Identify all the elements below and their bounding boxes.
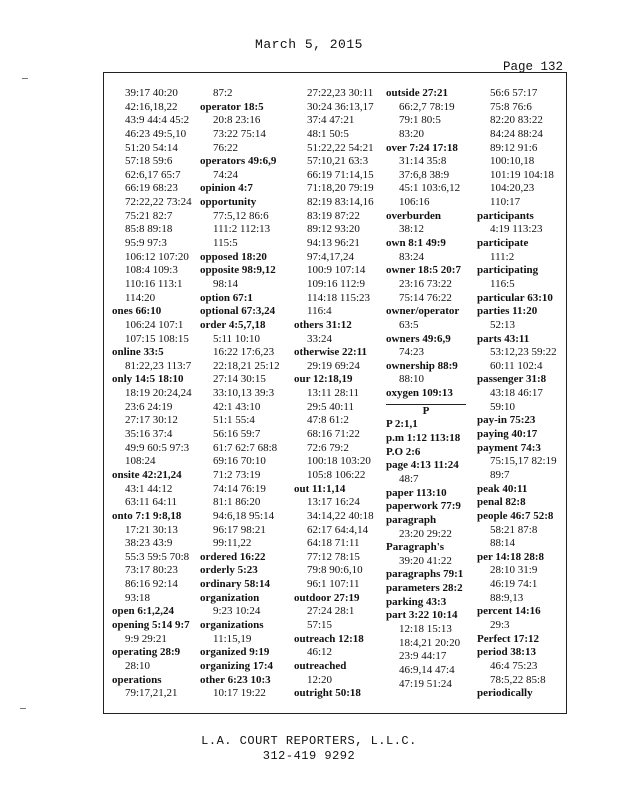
index-reference: 73:17 80:23 bbox=[125, 564, 178, 577]
index-term: option 67:1 bbox=[200, 291, 253, 304]
index-term: operations bbox=[112, 673, 162, 686]
index-reference: 83:24 bbox=[399, 250, 425, 263]
index-reference: 108:4 109:3 bbox=[125, 264, 178, 277]
index-term: organizing 17:4 bbox=[200, 659, 274, 672]
index-term: per 14:18 28:8 bbox=[477, 550, 545, 563]
index-reference: 29:5 40:11 bbox=[307, 400, 354, 413]
index-reference: 57:15 bbox=[307, 618, 333, 631]
index-reference: 33:10,13 39:3 bbox=[213, 387, 275, 400]
index-term: penal 82:8 bbox=[477, 496, 526, 509]
index-reference: 62:6,17 65:7 bbox=[125, 168, 181, 181]
index-reference: 12:18 15:13 bbox=[399, 622, 452, 635]
index-reference: 43:9 44:4 45:2 bbox=[125, 114, 190, 127]
index-reference: 9:9 29:21 bbox=[125, 632, 167, 645]
index-term: open 6:1,2,24 bbox=[112, 605, 175, 618]
reporter-name: L.A. COURT REPORTERS, L.L.C. bbox=[201, 734, 417, 748]
index-reference: 88:10 bbox=[399, 373, 425, 386]
index-reference: 77:12 78:15 bbox=[307, 550, 360, 563]
index-reference: 106:12 107:20 bbox=[125, 250, 189, 263]
index-reference: 46:9,14 47:4 bbox=[399, 663, 455, 676]
scan-mark bbox=[20, 708, 26, 709]
index-reference: 74:14 76:19 bbox=[213, 482, 266, 495]
index-term: order 4:5,7,18 bbox=[200, 318, 266, 331]
index-term: our 12:18,19 bbox=[294, 373, 353, 386]
index-term: optional 67:3,24 bbox=[200, 305, 276, 318]
index-reference: 39:17 40:20 bbox=[125, 87, 178, 99]
index-reference: 100:9 107:14 bbox=[307, 264, 366, 277]
index-term: particular 63:10 bbox=[477, 291, 553, 304]
index-reference: 71:18,20 79:19 bbox=[307, 182, 374, 195]
index-reference: 66:2,7 78:19 bbox=[399, 100, 455, 113]
index-reference: 60:11 102:4 bbox=[490, 359, 543, 372]
index-reference: 23:16 73:22 bbox=[399, 277, 452, 290]
index-reference: 29:3 bbox=[490, 618, 510, 631]
index-reference: 57:18 59:6 bbox=[125, 155, 173, 168]
index-reference: 27:17 30:12 bbox=[125, 414, 178, 427]
index-term: opinion 4:7 bbox=[200, 182, 253, 195]
index-term: parts 43:11 bbox=[477, 332, 530, 345]
index-term: opening 5:14 9:7 bbox=[112, 618, 190, 631]
index-reference: 27:24 28:1 bbox=[307, 605, 355, 618]
index-column-1 bbox=[112, 87, 200, 701]
index-reference: 116:5 bbox=[490, 277, 515, 290]
index-reference: 79:1 80:5 bbox=[399, 114, 441, 127]
scan-mark bbox=[22, 78, 28, 79]
index-reference: 18:19 20:24,24 bbox=[125, 387, 192, 400]
index-reference: 81:1 86:20 bbox=[213, 496, 261, 509]
index-reference: 63:5 bbox=[399, 318, 419, 331]
index-term: owner/operator bbox=[386, 305, 460, 318]
index-reference: 82:20 83:22 bbox=[490, 114, 543, 127]
index-term: paragraph bbox=[386, 513, 437, 526]
index-term: own 8:1 49:9 bbox=[386, 237, 446, 250]
index-reference: 76:22 bbox=[213, 141, 239, 154]
index-reference: 47:8 61:2 bbox=[307, 414, 349, 427]
index-term: online 33:5 bbox=[112, 346, 164, 359]
index-term: out 11:1,14 bbox=[294, 482, 346, 495]
index-reference: 45:1 103:6,12 bbox=[399, 182, 461, 195]
index-column-3 bbox=[294, 87, 382, 701]
page-number: Page 132 bbox=[503, 60, 564, 74]
index-reference: 75:21 82:7 bbox=[125, 209, 173, 222]
index-reference: 38:12 bbox=[399, 223, 425, 236]
index-term: other 6:23 10:3 bbox=[200, 673, 271, 686]
index-term: orderly 5:23 bbox=[200, 564, 258, 577]
index-term: paragraphs 79:1 bbox=[386, 568, 464, 581]
index-reference: 51:22,22 54:21 bbox=[307, 141, 374, 154]
index-term: operators 49:6,9 bbox=[200, 155, 277, 168]
index-reference: 83:19 87:22 bbox=[307, 209, 360, 222]
index-reference: 110:16 113:1 bbox=[125, 277, 183, 290]
index-reference: 84:24 88:24 bbox=[490, 127, 543, 140]
index-reference: 9:23 10:24 bbox=[213, 605, 261, 618]
index-reference: 116:4 bbox=[307, 305, 332, 318]
index-reference: 96:1 107:11 bbox=[307, 578, 360, 591]
index-reference: 28:10 31:9 bbox=[490, 564, 538, 577]
index-reference: 82:19 83:14,16 bbox=[307, 196, 374, 209]
index-column-5 bbox=[477, 87, 565, 701]
index-reference: 43:1 44:12 bbox=[125, 482, 173, 495]
index-reference: 34:14,22 40:18 bbox=[307, 509, 374, 522]
index-term: Paragraph's bbox=[386, 541, 445, 554]
index-reference: 33:24 bbox=[307, 332, 333, 345]
transcript-date: March 5, 2015 bbox=[255, 37, 363, 52]
index-term: oxygen 109:13 bbox=[386, 387, 453, 400]
index-term: periodically bbox=[477, 687, 533, 700]
index-reference: 101:19 104:18 bbox=[490, 168, 554, 181]
index-reference: 47:19 51:24 bbox=[399, 677, 452, 690]
index-reference: 49:9 60:5 97:3 bbox=[125, 441, 190, 454]
index-reference: 88:9,13 bbox=[490, 591, 524, 604]
index-reference: 106:16 bbox=[399, 196, 430, 209]
index-term: percent 14:16 bbox=[477, 605, 541, 618]
index-column-4 bbox=[386, 87, 474, 691]
index-reference: 29:19 69:24 bbox=[307, 359, 360, 372]
index-reference: 48:1 50:5 bbox=[307, 127, 349, 140]
index-reference: 75:14 76:22 bbox=[399, 291, 452, 304]
index-term: overburden bbox=[386, 209, 441, 222]
index-reference: 81:22,23 113:7 bbox=[125, 359, 192, 372]
index-reference: 96:17 98:21 bbox=[213, 523, 266, 536]
index-term: opportunity bbox=[200, 196, 257, 209]
index-term: page 4:13 11:24 bbox=[386, 459, 459, 472]
index-reference: 94:13 96:21 bbox=[307, 237, 360, 250]
index-reference: 95:9 97:3 bbox=[125, 237, 167, 250]
index-reference: 89:12 91:6 bbox=[490, 141, 538, 154]
index-reference: 73:22 75:14 bbox=[213, 127, 266, 140]
index-reference: 106:24 107:1 bbox=[125, 318, 184, 331]
index-reference: 31:14 35:8 bbox=[399, 155, 447, 168]
index-reference: 39:20 41:22 bbox=[399, 554, 452, 567]
index-term: parking 43:3 bbox=[386, 595, 447, 608]
index-term: outright 50:18 bbox=[294, 687, 361, 700]
index-reference: 63:11 64:11 bbox=[125, 496, 178, 509]
index-term: opposite 98:9,12 bbox=[200, 264, 276, 277]
index-reference: 88:14 bbox=[490, 537, 516, 550]
index-reference: 58:21 87:8 bbox=[490, 523, 538, 536]
index-term: operator 18:5 bbox=[200, 100, 264, 113]
index-reference: 46:19 74:1 bbox=[490, 578, 538, 591]
index-term: ordinary 58:14 bbox=[200, 578, 270, 591]
index-reference: 62:17 64:4,14 bbox=[307, 523, 369, 536]
index-term: participate bbox=[477, 237, 529, 250]
index-reference: 85:8 89:18 bbox=[125, 223, 173, 236]
index-reference: 37:6,8 38:9 bbox=[399, 168, 450, 181]
index-reference: 51:20 54:14 bbox=[125, 141, 178, 154]
index-term: operating 28:9 bbox=[112, 646, 181, 659]
index-reference: 89:12 93:20 bbox=[307, 223, 360, 236]
index-reference: 23:9 44:17 bbox=[399, 650, 447, 663]
index-reference: 56:16 59:7 bbox=[213, 428, 261, 441]
reporter-phone: 312-419 9292 bbox=[262, 749, 356, 763]
index-term: passenger 31:8 bbox=[477, 373, 547, 386]
index-reference: 16:22 17:6,23 bbox=[213, 346, 275, 359]
index-term: P 2:1,1 bbox=[386, 418, 418, 431]
index-reference: 55:3 59:5 70:8 bbox=[125, 550, 190, 563]
index-reference: 27:14 30:15 bbox=[213, 373, 266, 386]
index-reference: 78:5,22 85:8 bbox=[490, 673, 546, 686]
index-reference: 110:17 bbox=[490, 196, 521, 209]
index-term: otherwise 22:11 bbox=[294, 346, 368, 359]
index-reference: 79:17,21,21 bbox=[125, 687, 178, 700]
index-reference: 105:8 106:22 bbox=[307, 468, 366, 481]
index-reference: 100:18 103:20 bbox=[307, 455, 371, 468]
index-reference: 66:19 68:23 bbox=[125, 182, 178, 195]
index-reference: 11:15,19 bbox=[213, 632, 252, 645]
index-reference: 100:10,18 bbox=[490, 155, 535, 168]
index-reference: 75:8 76:6 bbox=[490, 100, 532, 113]
index-term: outside 27:21 bbox=[386, 87, 449, 99]
index-reference: 69:16 70:10 bbox=[213, 455, 266, 468]
index-term: pay-in 75:23 bbox=[477, 414, 536, 427]
index-reference: 20:8 23:16 bbox=[213, 114, 261, 127]
index-term: organization bbox=[200, 591, 260, 604]
index-reference: 68:16 71:22 bbox=[307, 428, 360, 441]
index-reference: 83:20 bbox=[399, 127, 425, 140]
index-term: ownership 88:9 bbox=[386, 359, 458, 372]
index-reference: 46:4 75:23 bbox=[490, 659, 538, 672]
index-term: ones 66:10 bbox=[112, 305, 162, 318]
index-reference: 51:1 55:4 bbox=[213, 414, 255, 427]
index-term: onto 7:1 9:8,18 bbox=[112, 509, 182, 522]
index-reference: 75:15,17 82:19 bbox=[490, 455, 557, 468]
index-term: participants bbox=[477, 209, 534, 222]
index-reference: 48:7 bbox=[399, 472, 419, 485]
index-reference: 79:8 90:6,10 bbox=[307, 564, 363, 577]
index-reference: 22:18,21 25:12 bbox=[213, 359, 280, 372]
index-term: others 31:12 bbox=[294, 318, 352, 331]
index-term: organized 9:19 bbox=[200, 646, 270, 659]
index-term: ordered 16:22 bbox=[200, 550, 266, 563]
index-reference: 5:11 10:10 bbox=[213, 332, 260, 345]
index-term: p.m 1:12 113:18 bbox=[386, 432, 461, 445]
index-reference: 27:22,23 30:11 bbox=[307, 87, 374, 99]
index-term: onsite 42:21,24 bbox=[112, 468, 182, 481]
index-reference: 89:7 bbox=[490, 468, 510, 481]
index-term: paying 40:17 bbox=[477, 428, 538, 441]
index-reference: 13:17 16:24 bbox=[307, 496, 360, 509]
index-term: participating bbox=[477, 264, 539, 277]
index-reference: 99:11,22 bbox=[213, 537, 252, 550]
index-term: parameters 28:2 bbox=[386, 582, 463, 595]
index-reference: 17:21 30:13 bbox=[125, 523, 178, 536]
index-reference: 77:5,12 86:6 bbox=[213, 209, 269, 222]
index-reference: 46:12 bbox=[307, 646, 333, 659]
index-reference: 42:1 43:10 bbox=[213, 400, 261, 413]
index-reference: 52:13 bbox=[490, 318, 516, 331]
section-letter: P bbox=[422, 404, 430, 417]
index-reference: 56:6 57:17 bbox=[490, 87, 538, 99]
index-term: opposed 18:20 bbox=[200, 250, 267, 263]
index-reference: 28:10 bbox=[125, 659, 151, 672]
index-reference: 74:24 bbox=[213, 168, 239, 181]
word-index-box bbox=[103, 72, 567, 714]
index-reference: 111:2 112:13 bbox=[213, 223, 271, 236]
index-reference: 104:20,23 bbox=[490, 182, 535, 195]
index-term: over 7:24 17:18 bbox=[386, 141, 458, 154]
index-reference: 4:19 113:23 bbox=[490, 223, 543, 236]
index-reference: 35:16 37:4 bbox=[125, 428, 173, 441]
index-term: peak 40:11 bbox=[477, 482, 528, 495]
index-reference: 13:11 28:11 bbox=[307, 387, 360, 400]
index-term: Perfect 17:12 bbox=[477, 632, 539, 645]
index-reference: 71:2 73:19 bbox=[213, 468, 261, 481]
index-reference: 72:6 79:2 bbox=[307, 441, 349, 454]
index-reference: 115:5 bbox=[213, 237, 238, 250]
index-reference: 59:10 bbox=[490, 400, 516, 413]
index-reference: 30:24 36:13,17 bbox=[307, 100, 374, 113]
index-reference: 114:20 bbox=[125, 291, 156, 304]
index-term: outreach 12:18 bbox=[294, 632, 364, 645]
index-reference: 64:18 71:11 bbox=[307, 537, 360, 550]
index-term: outdoor 27:19 bbox=[294, 591, 360, 604]
index-term: P.O 2:6 bbox=[386, 445, 421, 458]
index-reference: 93:18 bbox=[125, 591, 151, 604]
index-term: paperwork 77:9 bbox=[386, 500, 461, 513]
index-reference: 43:18 46:17 bbox=[490, 387, 543, 400]
index-reference: 74:23 bbox=[399, 346, 425, 359]
index-term: people 46:7 52:8 bbox=[477, 509, 554, 522]
index-term: period 38:13 bbox=[477, 646, 536, 659]
index-term: payment 74:3 bbox=[477, 441, 541, 454]
index-reference: 108:24 bbox=[125, 455, 156, 468]
index-reference: 18:4,21 20:20 bbox=[399, 636, 461, 649]
index-reference: 94:6,18 95:14 bbox=[213, 509, 275, 522]
index-reference: 87:2 bbox=[213, 87, 233, 99]
index-reference: 23:6 24:19 bbox=[125, 400, 173, 413]
index-reference: 98:14 bbox=[213, 277, 239, 290]
index-term: outreached bbox=[294, 659, 347, 672]
index-term: paper 113:10 bbox=[386, 486, 447, 499]
index-reference: 46:23 49:5,10 bbox=[125, 127, 187, 140]
index-term: organizations bbox=[200, 618, 264, 631]
index-reference: 23:20 29:22 bbox=[399, 527, 452, 540]
index-reference: 86:16 92:14 bbox=[125, 578, 178, 591]
index-reference: 111:2 bbox=[490, 250, 515, 263]
index-reference: 61:7 62:7 68:8 bbox=[213, 441, 278, 454]
index-reference: 53:12,23 59:22 bbox=[490, 346, 557, 359]
index-reference: 37:4 47:21 bbox=[307, 114, 355, 127]
index-term: part 3:22 10:14 bbox=[386, 609, 458, 622]
index-reference: 42:16,18,22 bbox=[125, 100, 178, 113]
index-term: owners 49:6,9 bbox=[386, 332, 451, 345]
index-reference: 57:10,21 63:3 bbox=[307, 155, 369, 168]
index-reference: 12:20 bbox=[307, 673, 333, 686]
index-reference: 66:19 71:14,15 bbox=[307, 168, 374, 181]
index-reference: 38:23 43:9 bbox=[125, 537, 173, 550]
index-reference: 72:22,22 73:24 bbox=[125, 196, 192, 209]
index-reference: 114:18 115:23 bbox=[307, 291, 371, 304]
index-reference: 10:17 19:22 bbox=[213, 687, 266, 700]
index-term: owner 18:5 20:7 bbox=[386, 264, 461, 277]
index-term: parties 11:20 bbox=[477, 305, 538, 318]
index-column-2 bbox=[200, 87, 288, 701]
index-reference: 97:4,17,24 bbox=[307, 250, 355, 263]
index-reference: 109:16 112:9 bbox=[307, 277, 365, 290]
index-reference: 107:15 108:15 bbox=[125, 332, 189, 345]
index-term: only 14:5 18:10 bbox=[112, 373, 184, 386]
